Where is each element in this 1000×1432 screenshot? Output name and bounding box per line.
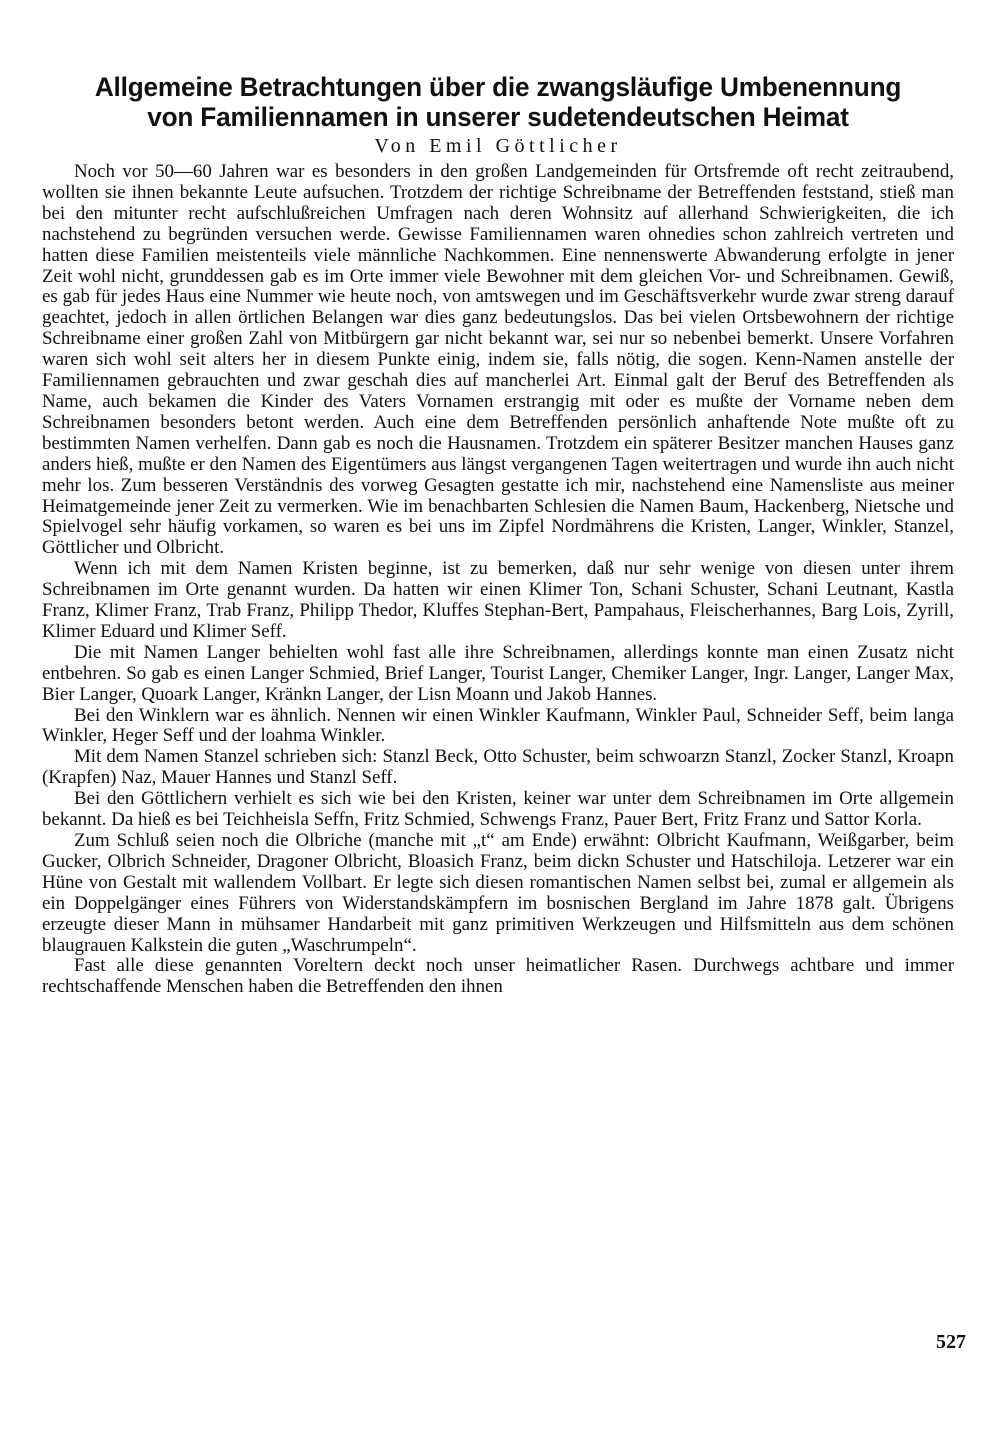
article-title xyxy=(56,72,941,132)
title-line-1: Allgemeine Betrachtungen über die zwangsläufige Umbenennung xyxy=(94,72,902,102)
article-body xyxy=(42,162,954,998)
paragraph: Noch vor 50—60 Jahren war es besonders in den großen Landgemeinden für Ortsfremde oft recht zeitraubend, wollten sie ihnen bekannte Leute aufsuchen. Trotzdem der richtige Schreibname der Betreffenden feststand, stieß man bei den mitunter recht aufschlußreichen Umfragen nach deren Wohnsitz auf allerhand Schwierigkeiten, die ich nachstehend zu begründen versuchen werde. Gewisse Familiennamen waren ohnedies schon zahlreich vertreten und hatten diese Familien meistenteils viele männliche Nachkommen. Eine nennenswerte Abwanderung erfolgte in jener Zeit wohl nicht, grunddessen gab es im Orte immer viele Bewohner mit dem gleichen Vor- und Schreibnamen. Gewiß, es gab für jedes Haus eine Nummer wie heute noch, von amtswegen und im Geschäftsverkehr wurde zwar streng darauf geachtet, jedoch in allen örtlichen Belangen war dies ganz bedeutungslos. Das bei vielen Ortsbewohnern der richtige Schreibname einer großen Zahl von Mitbürgern gar nicht bekannt war, sei nur so nebenbei bemerkt. Unsere Vorfahren waren sich wohl seit alters her in diesem Punkte einig, indem sie, falls nötig, die sogen. Kenn-Namen anstelle der Familiennamen gebrauchten und zwar geschah dies auf mancherlei Art. Einmal galt der Beruf des Betreffenden als Name, auch bekamen die Kinder des Vaters Vornamen erstrangig mit oder es mußte der Vorname neben dem Schreibnamen besonders betont werden. Auch eine dem Betreffenden persönlich anhaftende Note mußte oft zu bestimmten Namen verhelfen. Dann gab es noch die Hausnamen. Trotzdem ein späterer Besitzer manchen Hauses ganz anders hieß, mußte er den Namen des Eigentümers aus längst vergangenen Tagen weitertragen und wurde ihn auch nicht mehr los. Zum besseren Verständnis des vorweg Gesagten gestatte ich mir, nachstehend eine Namensliste aus meiner Heimatgemeinde jener Zeit zu vermerken. Wie im benachbarten Schlesien die Namen Baum, Hackenberg, Nietsche und Spielvogel sehr häufig vorkamen, so waren es bei uns im Zipfel Nordmährens die Kristen, Langer, Winkler, Stanzel, Göttlicher und Olbricht. xyxy=(42,161,954,559)
title-line-2: von Familiennamen in unserer sudetendeutschen Heimat xyxy=(147,102,849,132)
paragraph: Bei den Göttlichern verhielt es sich wie bei den Kristen, keiner war unter dem Schreibnamen im Orte allgemein bekannt. Da hieß es bei Teichheisla Seffn, Fritz Schmied, Schwengs Franz, Pauer Bert, Fritz Franz und Sattor Korla. xyxy=(42,788,954,831)
paragraph: Die mit Namen Langer behielten wohl fast alle ihre Schreibnamen, allerdings konnte man einen Zusatz nicht entbehren. So gab es einen Langer Schmied, Brief Langer, Tourist Langer, Chemiker Langer, Ingr. Langer, Langer Max, Bier Langer, Quoark Langer, Kränkn Langer, der Lisn Moann und Jakob Hannes. xyxy=(42,641,954,705)
page-number: 527 xyxy=(936,1331,966,1353)
paragraph: Fast alle diese genannten Voreltern deckt noch unser heimatlicher Rasen. Durchwegs achtbare und immer rechtschaffende Menschen haben die Betreffenden den ihnen xyxy=(42,955,954,998)
paragraph: Wenn ich mit dem Namen Kristen beginne, ist zu bemerken, daß nur sehr wenige von diesen unter ihrem Schreibnamen im Orte genannt wurden. Da hatten wir einen Klimer Ton, Schani Schuster, Schani Leutnant, Kastla Franz, Klimer Franz, Trab Franz, Philipp Thedor, Kluffes Stephan-Bert, Pampahaus, Fleischerhannes, Barg Lois, Zyrill, Klimer Eduard und Klimer Seff. xyxy=(42,558,954,642)
paragraph: Zum Schluß seien noch die Olbriche (manche mit „t“ am Ende) erwähnt: Olbricht Kaufmann, Weißgarber, beim Gucker, Olbrich Schneider, Dragoner Olbricht, Bloasich Franz, beim dickn Schuster und Hatschiloja. Letzerer war ein Hüne von Gestalt mit wallendem Vollbart. Er legte sich diesen romantischen Namen selbst bei, zumal er allgemein als ein Doppelgänger eines Führers von Widerstandskämpfern im bosnischen Bergland im Jahre 1878 galt. Übrigens erzeugte dieser Mann in mühsamer Handarbeit mit ganz primitiven Werkzeugen und Hilfsmitteln aus dem schönen blaugrauen Kalkstein die guten „Waschrumpeln“. xyxy=(42,830,954,956)
author-byline: Von Emil Göttlicher xyxy=(374,135,622,157)
paragraph: Bei den Winklern war es ähnlich. Nennen wir einen Winkler Kaufmann, Winkler Paul, Schneider Seff, beim langa Winkler, Heger Seff und der loahma Winkler. xyxy=(42,704,954,747)
paragraph: Mit dem Namen Stanzel schrieben sich: Stanzl Beck, Otto Schuster, beim schwoarzn Stanzl, Zocker Stanzl, Kroapn (Krapfen) Naz, Mauer Hannes und Stanzl Seff. xyxy=(42,746,954,789)
article xyxy=(42,72,954,998)
